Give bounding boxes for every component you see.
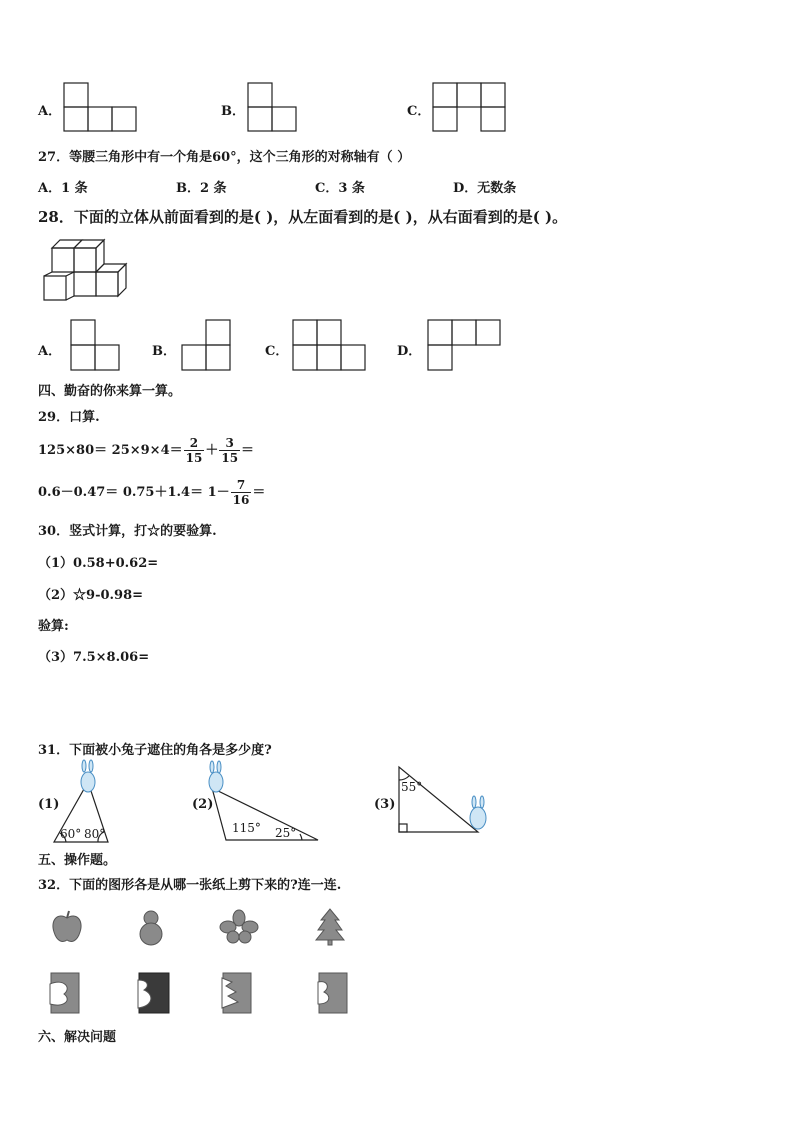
q30-item-2: （2）☆9-0.98=	[38, 588, 144, 603]
bunny-icon	[470, 796, 486, 829]
triangle-2-figure	[206, 764, 322, 844]
section-4-heading: 四、勤奋的你来算一算。	[38, 384, 182, 399]
q30-item-3: （3）7.5×8.06=	[38, 650, 150, 665]
option-a-label: A．	[38, 104, 62, 119]
q29-row-1: 125×80＝ 25×9×4＝ $\frac{2}{15}$ ＋ $\frac{3}{15}$ ＝	[38, 436, 255, 465]
paper-gourd-hole-icon[interactable]	[138, 972, 170, 1014]
section-5-heading: 五、操作题。	[38, 853, 117, 868]
fig2-angle-115: 115°	[232, 821, 261, 835]
gourd-shape-icon[interactable]	[136, 908, 166, 946]
q28-option-a-figure	[71, 320, 121, 372]
option-b-label: B．	[221, 104, 245, 119]
expr-0.75+1.4: 0.75＋1.4＝	[122, 485, 204, 500]
question-31-stem: 31．下面被小兔子遮住的角各是多少度?	[38, 743, 272, 758]
cube-stack-figure	[40, 238, 132, 308]
q28-option-c-figure	[293, 320, 367, 372]
q28-option-b-figure	[182, 320, 232, 372]
q28-option-a-label: A．	[38, 344, 62, 359]
tree-shape-icon[interactable]	[315, 908, 345, 946]
fig1-angle-60: 60°	[60, 827, 82, 841]
fig3-angle-55: 55°	[401, 780, 423, 794]
q30-check-label: 验算:	[38, 619, 69, 634]
question-32-stem: 32．下面的图形各是从哪一张纸上剪下来的?连一连.	[38, 878, 342, 893]
question-29-stem: 29．口算.	[38, 410, 100, 425]
expr-0.6-0.47: 0.6－0.47＝	[38, 485, 119, 500]
expr-25x9x4: 25×9×4＝	[111, 443, 183, 458]
paper-tree-hole-icon[interactable]	[222, 972, 254, 1014]
fig1-angle-80: 80°	[84, 827, 106, 841]
fraction-2-15: $\frac{2}{15}$	[185, 436, 203, 465]
q28-option-d-figure	[428, 320, 502, 372]
option-c-figure	[433, 83, 507, 133]
fig3-label: (3)	[374, 797, 396, 812]
bunny-icon	[81, 760, 95, 792]
option-c-label: C．	[407, 104, 431, 119]
q28-option-d-label: D．	[397, 344, 422, 359]
q27-option-a: A．1 条	[38, 181, 88, 196]
q27-option-b: B．2 条	[176, 181, 227, 196]
option-b-figure	[248, 83, 298, 133]
paper-apple-hole-icon[interactable]	[50, 972, 82, 1014]
q30-item-1: （1）0.58+0.62=	[38, 556, 159, 571]
fraction-7-16: $\frac{7}{16}$	[232, 478, 250, 507]
question-28-stem: 28．下面的立体从前面看到的是( )，从左面看到的是( )，从右面看到的是( )。	[38, 208, 568, 226]
expr-125x80: 125×80＝	[38, 443, 108, 458]
q28-option-c-label: C．	[265, 344, 289, 359]
triangle-3-figure	[398, 766, 490, 842]
flower-shape-icon[interactable]	[220, 910, 258, 944]
fraction-3-15: $\frac{3}{15}$	[221, 436, 239, 465]
question-27-stem: 27．等腰三角形中有一个角是60°，这个三角形的对称轴有（ ）	[38, 150, 411, 165]
q27-option-d: D．无数条	[453, 181, 517, 196]
paper-flower-hole-icon[interactable]	[318, 972, 350, 1014]
q29-row-2: 0.6－0.47＝ 0.75＋1.4＝ 1－ $\frac{7}{16}$ ＝	[38, 478, 266, 507]
fig1-label: (1)	[38, 797, 60, 812]
bunny-icon	[209, 761, 223, 792]
fig2-angle-25: 25°	[275, 826, 297, 840]
fig2-label: (2)	[192, 797, 214, 812]
q28-option-b-label: B．	[152, 344, 176, 359]
apple-shape-icon[interactable]	[50, 910, 84, 944]
question-30-stem: 30．竖式计算，打☆的要验算.	[38, 524, 217, 539]
q27-option-c: C．3 条	[315, 181, 365, 196]
section-6-heading: 六、解决问题	[38, 1030, 117, 1045]
option-a-figure	[64, 83, 138, 133]
